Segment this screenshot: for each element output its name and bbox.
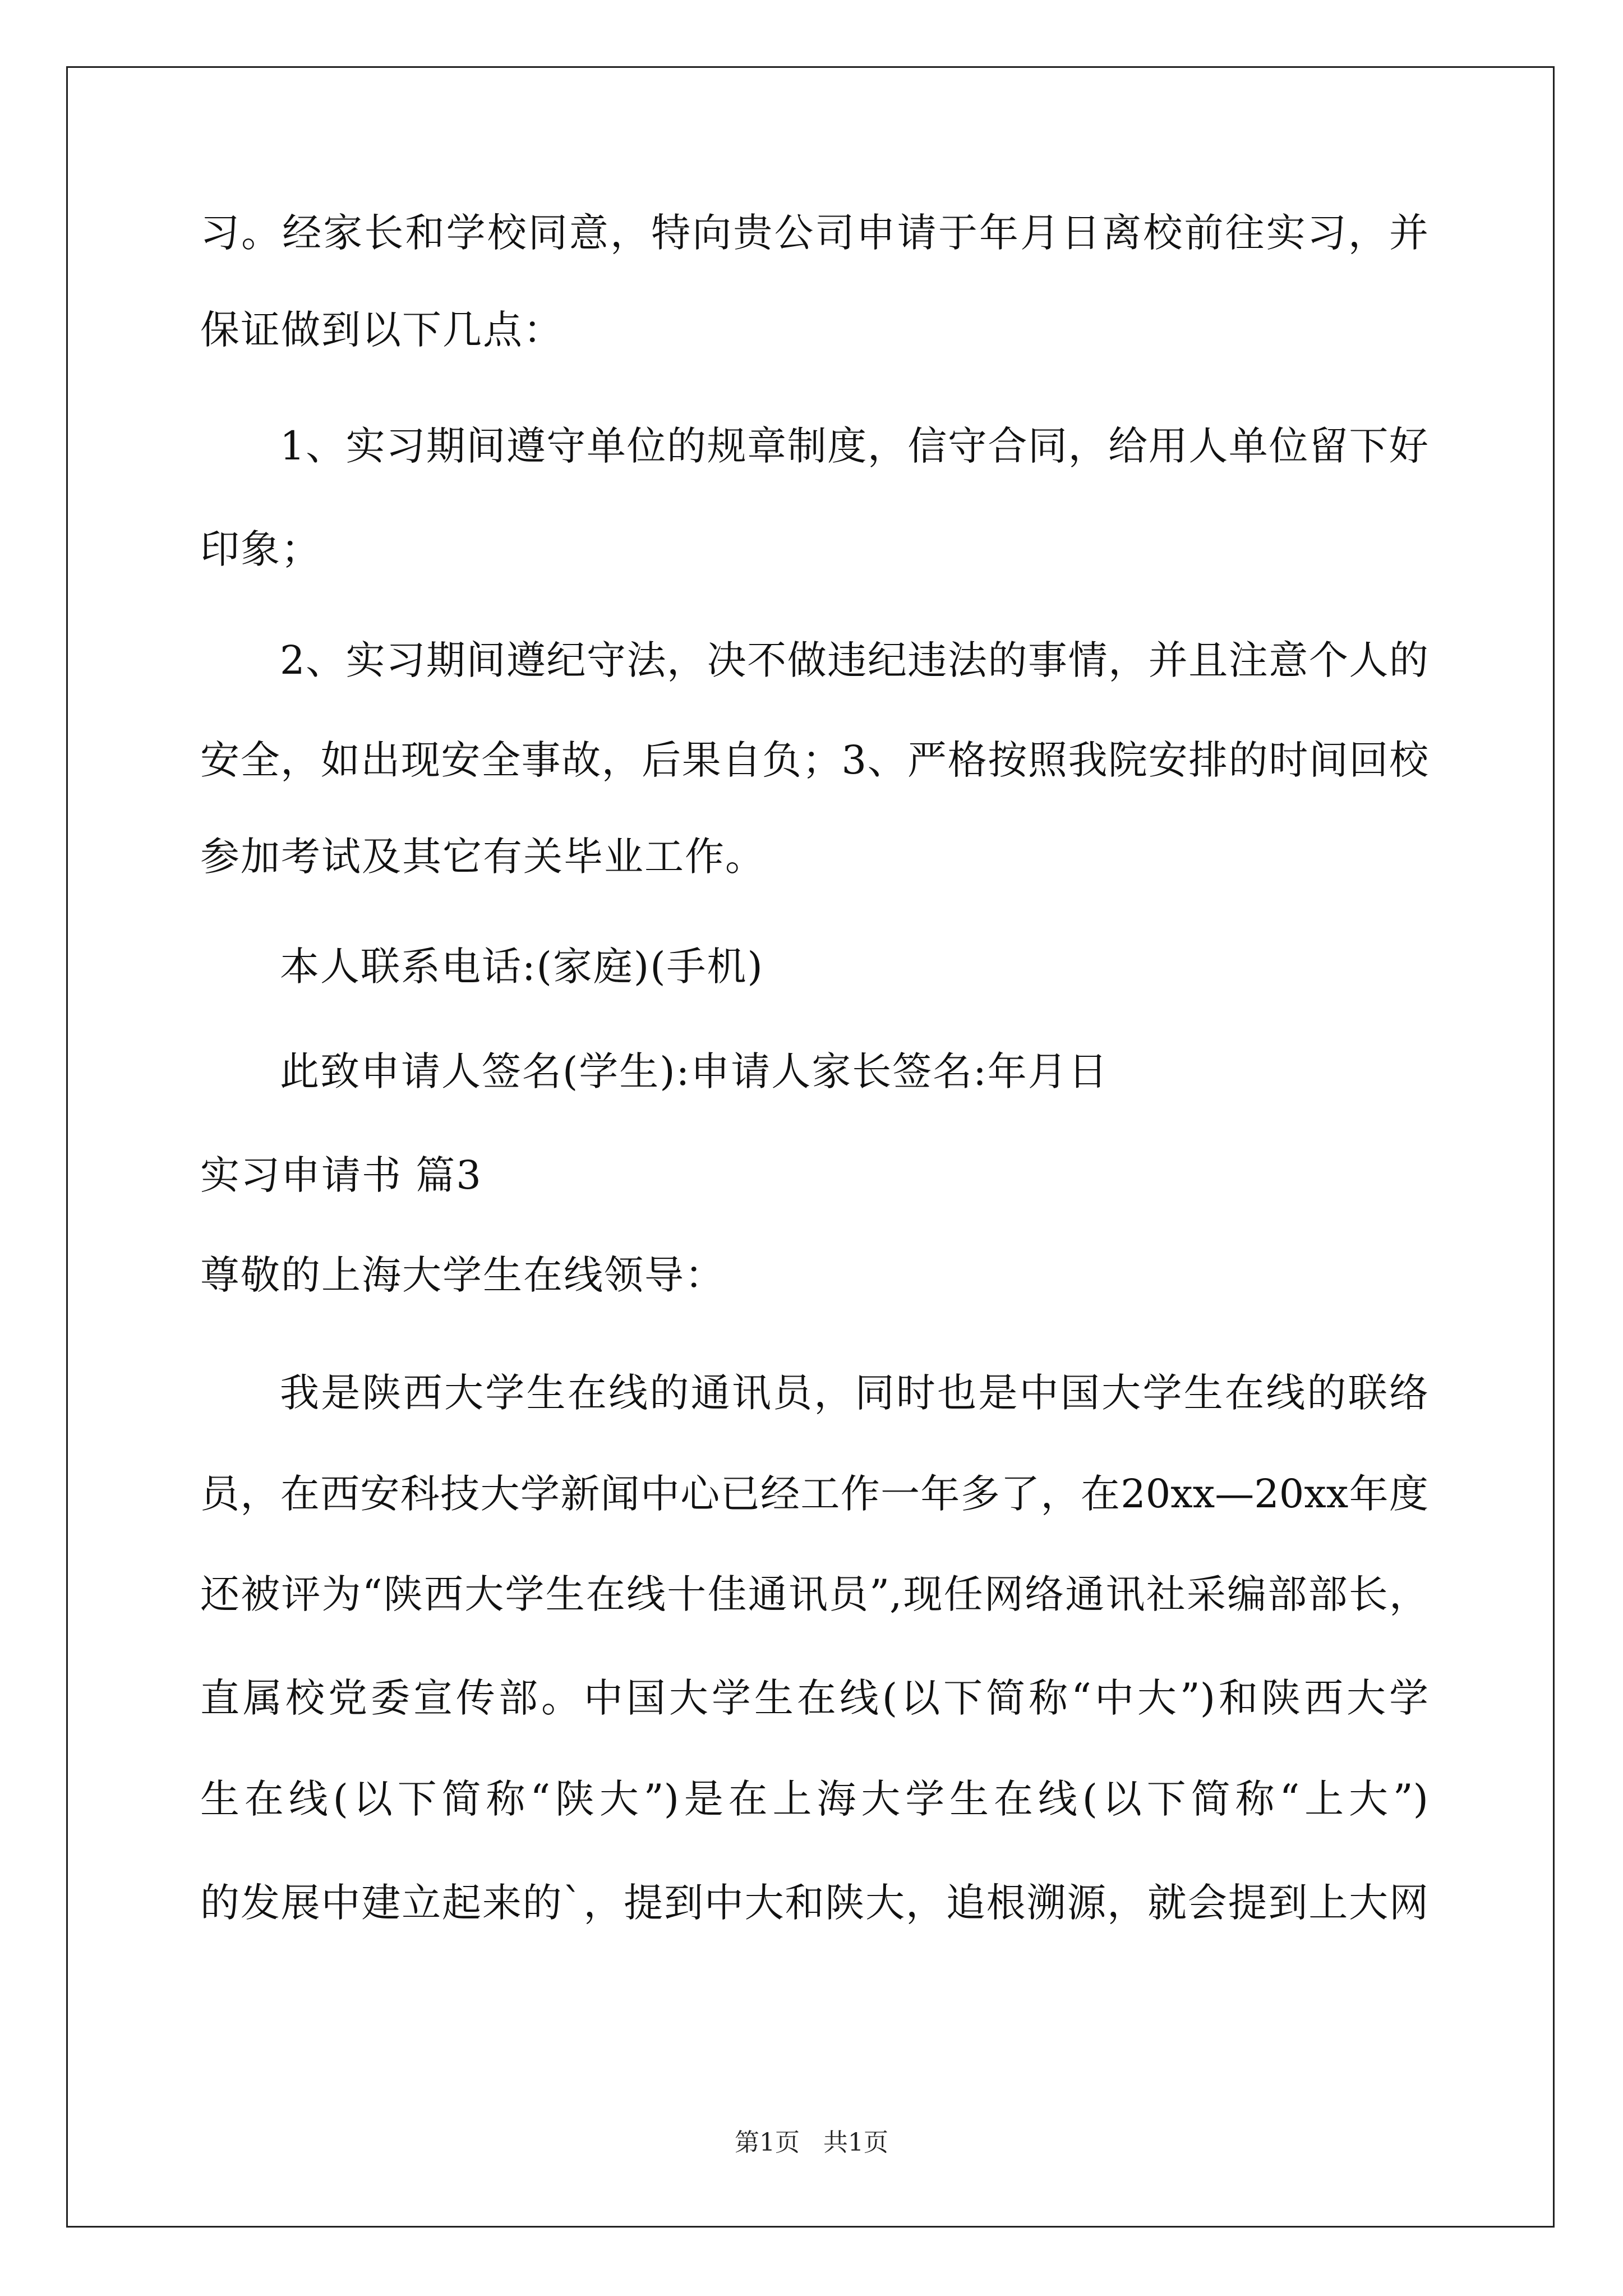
list-item-2-line: 参加考试及其它有关毕业工作。	[200, 834, 766, 880]
list-item-1-line: 印象；	[200, 526, 321, 572]
paragraph-line: 保证做到以下几点：	[200, 307, 564, 353]
section-heading: 实习申请书 篇3	[200, 1152, 482, 1198]
salutation: 尊敬的上海大学生在线领导：	[200, 1252, 725, 1298]
paragraph-line: 员，在西安科技大学新闻中心已经工作一年多了，在20xx—20xx年度	[200, 1471, 1428, 1517]
paragraph-line: 直属校党委宣传部。中国大学生在线(以下简称“中大”)和陕西大学	[200, 1675, 1428, 1721]
signature-line: 此致申请人签名(学生):申请人家长签名:年月日	[280, 1048, 1109, 1094]
paragraph-line: 生在线(以下简称“陕大”)是在上海大学生在线(以下简称“上大”)	[200, 1776, 1428, 1822]
contact-phone-line: 本人联系电话:(家庭)(手机)	[280, 944, 764, 990]
paragraph-line: 我是陕西大学生在线的通讯员，同时也是中国大学生在线的联络	[280, 1370, 1428, 1416]
paragraph-line: 还被评为“陕西大学生在线十佳通讯员”,现任网络通讯社采编部部长，	[200, 1571, 1428, 1617]
list-item-2-line: 安全，如出现安全事故，后果自负；3、严格按照我院安排的时间回校	[200, 737, 1428, 783]
paragraph-line: 习。经家长和学校同意，特向贵公司申请于年月日离校前往实习，并	[200, 210, 1428, 256]
list-item-2-line: 2、实习期间遵纪守法，决不做违纪违法的事情，并且注意个人的	[280, 637, 1428, 683]
page-number-footer: 第1页 共1页	[735, 2128, 888, 2157]
paragraph-line: 的发展中建立起来的`，提到中大和陕大，追根溯源，就会提到上大网	[200, 1880, 1428, 1926]
list-item-1-line: 1、实习期间遵守单位的规章制度，信守合同，给用人单位留下好	[280, 423, 1428, 469]
